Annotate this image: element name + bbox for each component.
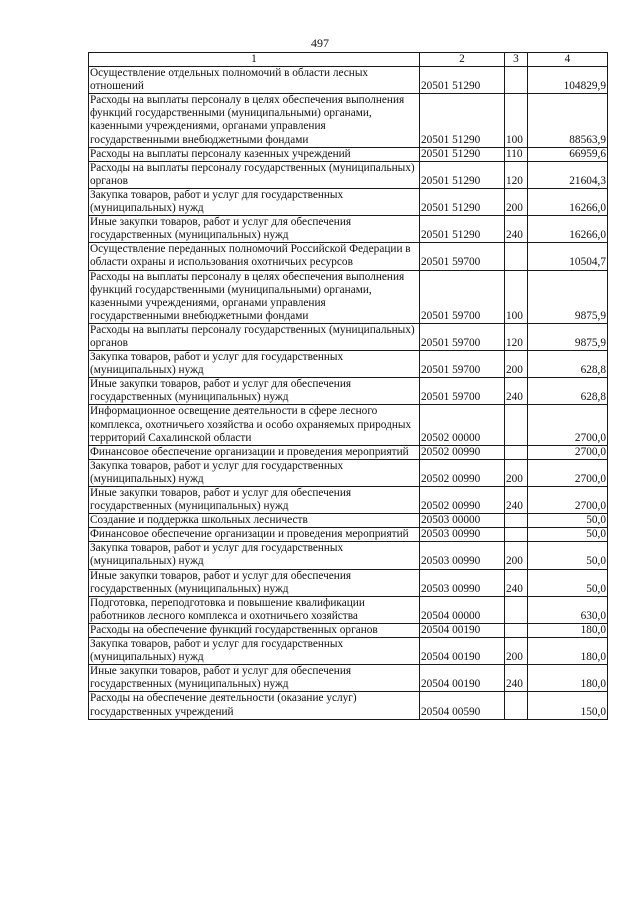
table-body [89,67,608,720]
row-code: 20504 00000 [420,596,505,623]
row-name: Подготовка, переподготовка и повышение квалификации работников лесного комплекса и охотничьего хозяйства [89,596,420,623]
row-name: Расходы на выплаты персоналу казенных учреждений [89,147,420,161]
row-code: 20501 51290 [420,94,505,147]
row-amount: 628,8 [528,378,608,405]
row-code: 20502 00990 [420,459,505,486]
row-name: Закупка товаров, работ и услуг для государственных (муниципальных) нужд [89,188,420,215]
table-row [89,459,608,486]
table-row [89,94,608,147]
table-row [89,351,608,378]
row-name: Расходы на выплаты персоналу в целях обеспечения выполнения функций государственными (муниципальными) органами, казенными учреждениями, органами управления государственными внебюджетными фондами [89,94,420,147]
row-type [505,67,528,94]
row-name: Расходы на выплаты персоналу в целях обеспечения выполнения функций государственными (муниципальными) органами, казенными учреждениями, органами управления государственными внебюджетными фондами [89,270,420,323]
table-row [89,445,608,459]
row-name: Осуществление переданных полномочий Российской Федерации в области охраны и использования охотничьих ресурсов [89,243,420,270]
row-name: Иные закупки товаров, работ и услуг для обеспечения государственных (муниципальных) нужд [89,487,420,514]
table-row [89,542,608,569]
table-row [89,638,608,665]
table-row [89,147,608,161]
page-number: 497 [311,36,329,50]
row-code: 20502 00990 [420,445,505,459]
row-name: Создание и поддержка школьных лесничеств [89,514,420,528]
row-code: 20504 00190 [420,665,505,692]
row-name: Закупка товаров, работ и услуг для государственных (муниципальных) нужд [89,351,420,378]
row-code: 20504 00190 [420,623,505,637]
row-type: 200 [505,638,528,665]
row-name: Расходы на обеспечение деятельности (оказание услуг) государственных учреждений [89,692,420,719]
row-amount: 21604,3 [528,161,608,188]
row-code: 20503 00990 [420,528,505,542]
table-row [89,569,608,596]
table-row [89,596,608,623]
row-amount: 2700,0 [528,459,608,486]
column-header-type: 3 [505,53,528,67]
table-row [89,67,608,94]
row-amount: 2700,0 [528,487,608,514]
row-code: 20501 59700 [420,323,505,350]
row-type: 200 [505,542,528,569]
row-code: 20501 59700 [420,270,505,323]
budget-table [88,52,608,720]
row-name: Закупка товаров, работ и услуг для государственных (муниципальных) нужд [89,638,420,665]
table-row [89,528,608,542]
row-amount: 150,0 [528,692,608,719]
row-name: Закупка товаров, работ и услуг для государственных (муниципальных) нужд [89,459,420,486]
row-type: 240 [505,487,528,514]
row-type: 200 [505,459,528,486]
row-name: Закупка товаров, работ и услуг для государственных (муниципальных) нужд [89,542,420,569]
row-type: 110 [505,147,528,161]
row-type: 240 [505,569,528,596]
row-amount: 16266,0 [528,216,608,243]
row-amount: 50,0 [528,569,608,596]
row-code: 20504 00190 [420,638,505,665]
row-type: 240 [505,665,528,692]
row-amount: 88563,9 [528,94,608,147]
row-type [505,514,528,528]
table-row [89,188,608,215]
table-row [89,216,608,243]
table-row [89,270,608,323]
row-type [505,445,528,459]
row-name: Расходы на обеспечение функций государственных органов [89,623,420,637]
table-row [89,243,608,270]
row-name: Иные закупки товаров, работ и услуг для обеспечения государственных (муниципальных) нужд [89,665,420,692]
row-amount: 2700,0 [528,445,608,459]
row-amount: 50,0 [528,514,608,528]
row-type [505,623,528,637]
table-row [89,323,608,350]
row-amount: 630,0 [528,596,608,623]
row-type [505,528,528,542]
column-header-amount: 4 [528,53,608,67]
table-row [89,161,608,188]
table-row [89,487,608,514]
row-code: 20501 59700 [420,243,505,270]
row-code: 20501 51290 [420,67,505,94]
column-header-name: 1 [89,53,420,67]
row-code: 20502 00990 [420,487,505,514]
row-code: 20504 00590 [420,692,505,719]
row-type: 120 [505,323,528,350]
row-code: 20503 00990 [420,542,505,569]
table-row [89,378,608,405]
row-type: 200 [505,188,528,215]
row-name: Финансовое обеспечение организации и проведения мероприятий [89,445,420,459]
row-amount: 2700,0 [528,405,608,445]
row-code: 20501 51290 [420,147,505,161]
row-amount: 50,0 [528,528,608,542]
row-amount: 66959,6 [528,147,608,161]
row-code: 20501 51290 [420,216,505,243]
row-code: 20501 51290 [420,161,505,188]
row-type [505,405,528,445]
row-name: Иные закупки товаров, работ и услуг для обеспечения государственных (муниципальных) нужд [89,216,420,243]
row-code: 20503 00990 [420,569,505,596]
row-type: 100 [505,270,528,323]
header-row [89,53,608,67]
row-type: 120 [505,161,528,188]
row-amount: 10504,7 [528,243,608,270]
row-amount: 180,0 [528,623,608,637]
row-code: 20501 59700 [420,378,505,405]
row-name: Расходы на выплаты персоналу государственных (муниципальных) органов [89,323,420,350]
row-name: Расходы на выплаты персоналу государственных (муниципальных) органов [89,161,420,188]
row-type: 240 [505,378,528,405]
row-code: 20502 00000 [420,405,505,445]
row-name: Осуществление отдельных полномочий в области лесных отношений [89,67,420,94]
column-header-code: 2 [420,53,505,67]
table-row [89,514,608,528]
row-name: Иные закупки товаров, работ и услуг для обеспечения государственных (муниципальных) нужд [89,569,420,596]
row-name: Информационное освещение деятельности в сфере лесного комплекса, охотничьего хозяйства и особо охраняемых природных территорий Сахалинской области [89,405,420,445]
row-code: 20501 51290 [420,188,505,215]
row-type: 100 [505,94,528,147]
row-amount: 104829,9 [528,67,608,94]
row-type: 240 [505,216,528,243]
table-row [89,405,608,445]
row-amount: 50,0 [528,542,608,569]
row-amount: 180,0 [528,665,608,692]
row-name: Финансовое обеспечение организации и проведения мероприятий [89,528,420,542]
table-row [89,665,608,692]
row-amount: 16266,0 [528,188,608,215]
row-code: 20503 00000 [420,514,505,528]
row-type [505,596,528,623]
row-amount: 628,8 [528,351,608,378]
row-type [505,243,528,270]
row-amount: 9875,9 [528,323,608,350]
row-amount: 180,0 [528,638,608,665]
row-name: Иные закупки товаров, работ и услуг для обеспечения государственных (муниципальных) нужд [89,378,420,405]
row-amount: 9875,9 [528,270,608,323]
row-code: 20501 59700 [420,351,505,378]
row-type: 200 [505,351,528,378]
row-type [505,692,528,719]
table-row [89,623,608,637]
table-row [89,692,608,719]
